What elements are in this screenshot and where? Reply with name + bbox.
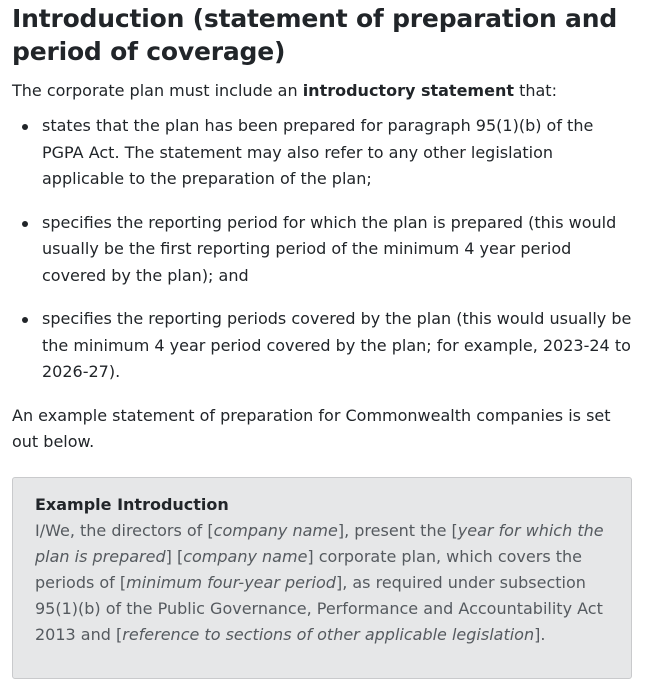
bullet-icon xyxy=(22,221,28,227)
example-text-segment: ] corporate plan, which covers the periods of [ xyxy=(35,546,582,592)
example-text-segment: ], as required under subsection 95(1)(b) of the Public Governance, Performance and Accountability Act 2013 and [ xyxy=(35,572,603,644)
example-text-segment: ], present the [ xyxy=(337,520,458,540)
placeholder-legislation: reference to sections of other applicable legislation xyxy=(122,624,535,644)
intro-paragraph xyxy=(12,78,636,104)
example-text-segment: ]. xyxy=(534,624,546,644)
example-text-segment: ] [ xyxy=(165,546,184,566)
content xyxy=(12,0,636,679)
example-text xyxy=(35,518,609,648)
placeholder-year: year for which the plan is prepared xyxy=(35,520,604,566)
placeholder-period: minimum four-year period xyxy=(126,572,336,592)
placeholder-company-name: company name xyxy=(213,520,338,540)
list-item-text: states that the plan has been prepared for paragraph 95(1)(b) of the PGPA Act. The statement may also refer to any other legislation applicable to the preparation of the plan; xyxy=(42,116,594,188)
intro-text-start: The corporate plan must include an xyxy=(12,81,303,100)
list-item xyxy=(12,306,636,386)
example-title: Example Introduction xyxy=(35,494,229,514)
requirements-list xyxy=(12,113,636,386)
bullet-icon xyxy=(22,124,28,130)
page-title: Introduction (statement of preparation and period of coverage) xyxy=(12,4,618,66)
list-item-text: specifies the reporting periods covered by the plan (this would usually be the minimum 4 year period covered by the plan; for example, 2023-24 to 2026-27). xyxy=(42,309,632,381)
example-lead-paragraph: An example statement of preparation for Commonwealth companies is set out below. xyxy=(12,405,611,451)
intro-text-end: that: xyxy=(513,81,557,100)
bullet-icon xyxy=(22,317,28,323)
example-box xyxy=(12,477,632,679)
example-text-segment: I/We, the directors of [ xyxy=(35,520,214,540)
list-item xyxy=(12,210,636,290)
placeholder-company-name: company name xyxy=(183,546,308,566)
list-item xyxy=(12,113,636,193)
list-item-text: specifies the reporting period for which the plan is prepared (this would usually be the first reporting period of the minimum 4 year period covered by the plan); and xyxy=(42,212,617,285)
intro-bold-term: introductory statement xyxy=(302,81,514,100)
